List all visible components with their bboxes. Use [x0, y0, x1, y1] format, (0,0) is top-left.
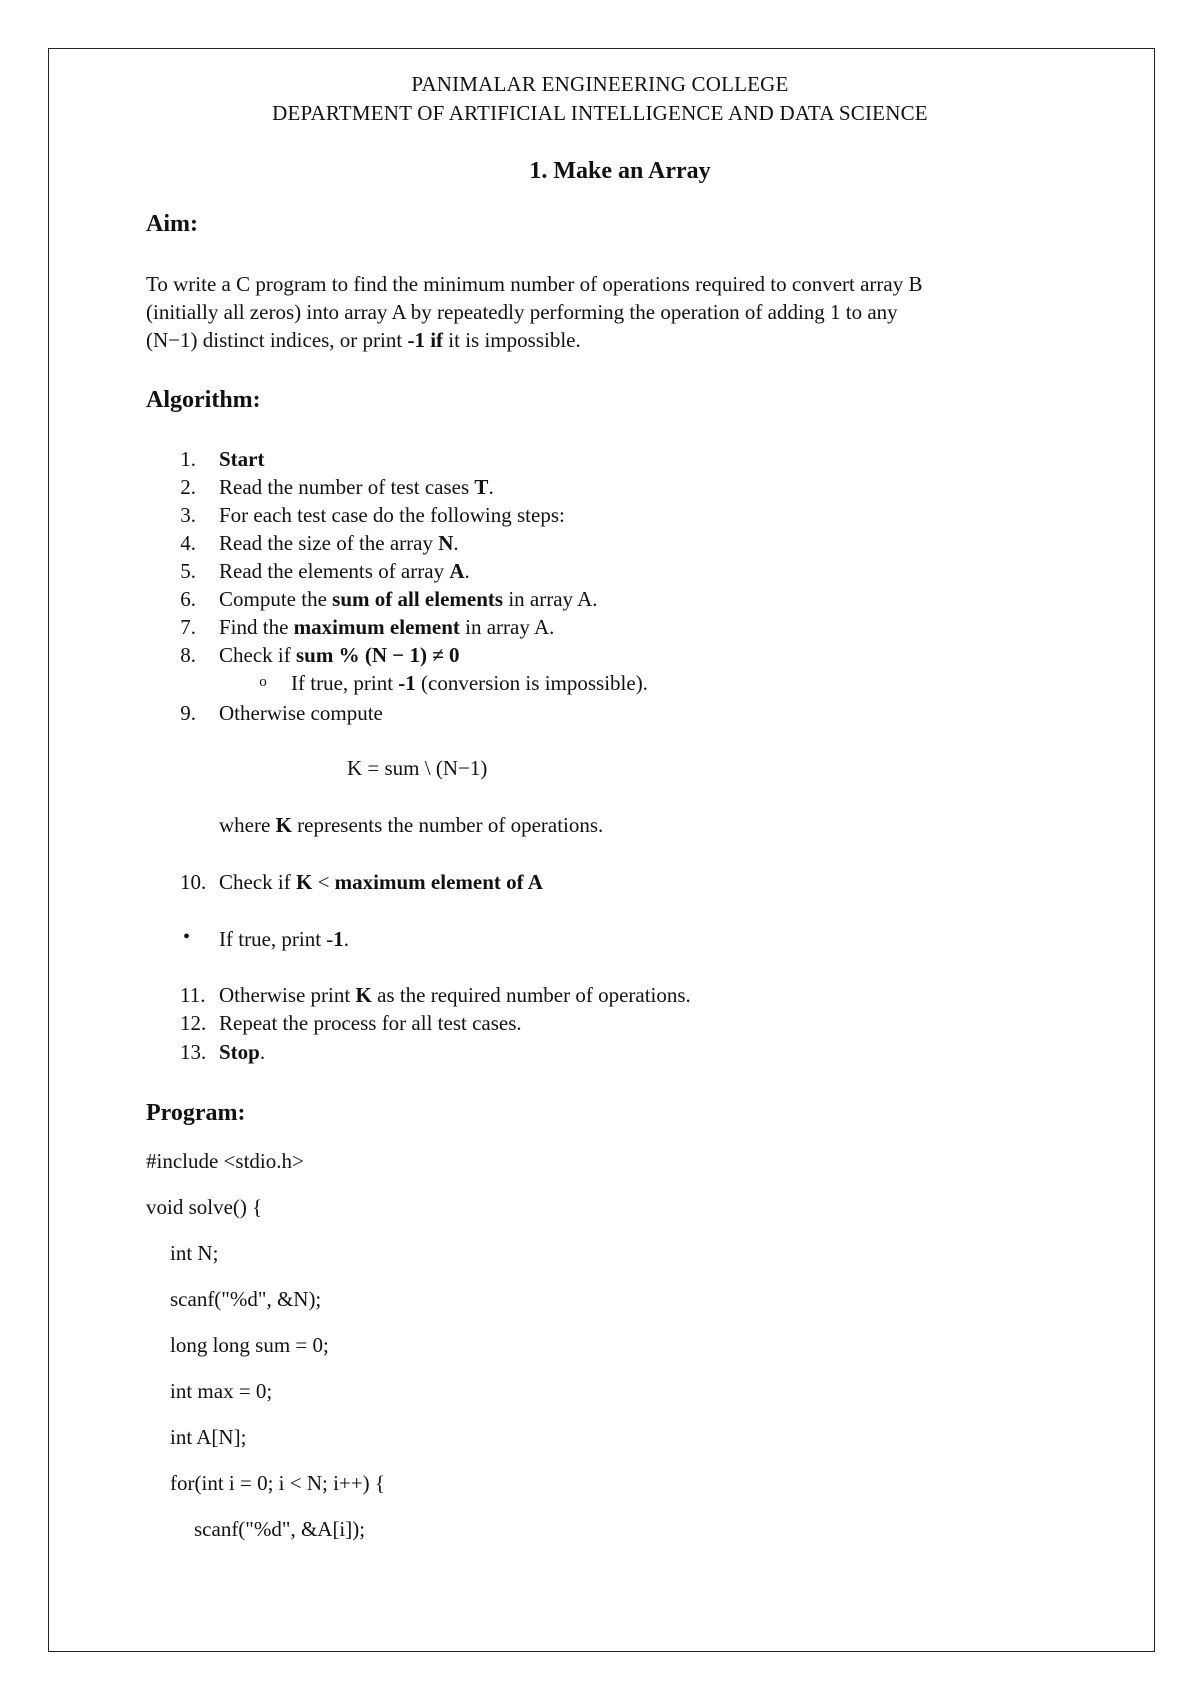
code-line: for(int i = 0; i < N; i++) { [170, 1471, 385, 1495]
code-line: int max = 0; [170, 1379, 273, 1403]
code-line: scanf("%d", &A[i]); [194, 1517, 366, 1541]
code-line: long long sum = 0; [170, 1333, 329, 1357]
code-line: scanf("%d", &N); [170, 1287, 322, 1311]
page-title: 1. Make an Array [529, 158, 711, 184]
code-line: int N; [170, 1241, 219, 1265]
aim-line: (initially all zeros) into array A by repeatedly performing the operation of adding 1 to any [146, 300, 898, 324]
circle-bullet-icon: o [259, 674, 267, 690]
program-heading: Program: [146, 1100, 246, 1126]
formula-where: where K represents the number of operations. [219, 813, 604, 837]
code-line: #include <stdio.h> [146, 1149, 304, 1173]
aim-line: (N−1) distinct indices, or print -1 if it is impossible. [146, 328, 581, 352]
aim-line: To write a C program to find the minimum number of operations required to convert array B [146, 272, 923, 296]
aim-heading: Aim: [146, 211, 198, 237]
bullet-icon: • [183, 926, 191, 948]
algorithm-heading: Algorithm: [146, 387, 261, 413]
code-line: int A[N]; [170, 1425, 247, 1449]
formula: K = sum \ (N−1) [347, 756, 488, 780]
aim-paragraph [146, 270, 1066, 354]
department-name: DEPARTMENT OF ARTIFICIAL INTELLIGENCE AND DATA SCIENCE [272, 101, 928, 125]
college-name: PANIMALAR ENGINEERING COLLEGE [411, 72, 789, 96]
code-line: void solve() { [146, 1195, 263, 1219]
